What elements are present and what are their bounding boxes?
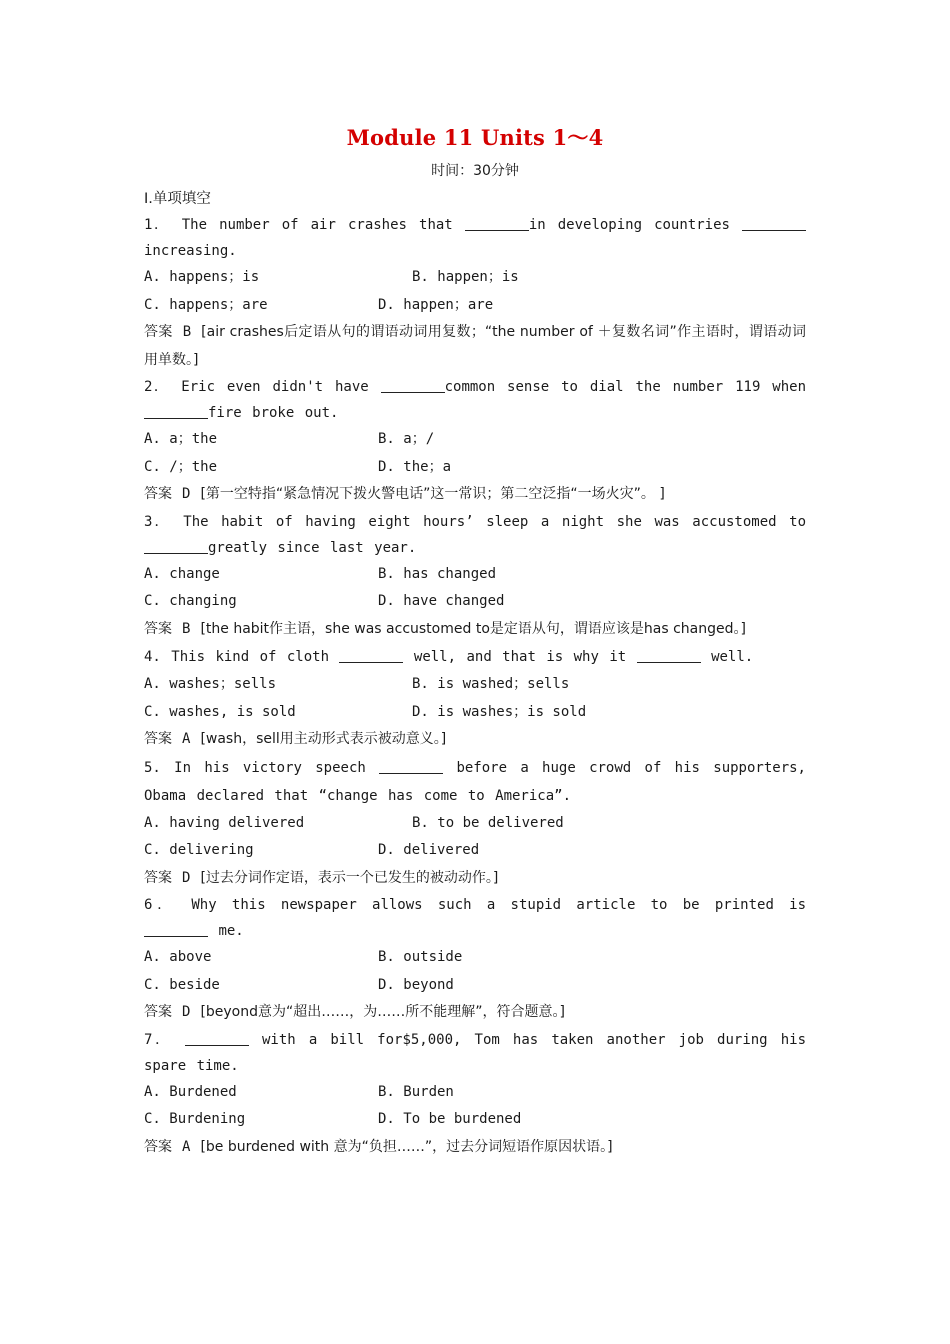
answer-explanation xyxy=(144,1134,806,1162)
answer-blank xyxy=(381,378,445,393)
answer-letter: B xyxy=(182,324,192,340)
stem-text: me. xyxy=(218,923,244,939)
option-a: A. change xyxy=(144,565,220,582)
option-c: C. beside xyxy=(144,976,220,993)
question-6 xyxy=(144,892,806,1027)
options xyxy=(144,837,806,865)
section-heading: Ⅰ.单项填空 xyxy=(144,191,211,207)
stem-text: in developing countries xyxy=(528,217,730,233)
stem-text: fire broke out. xyxy=(208,405,339,421)
option-c: C. washes, is sold xyxy=(144,703,296,720)
stem-text: well. xyxy=(711,649,754,665)
question-number: 6． xyxy=(144,897,177,913)
stem-text: common sense to dial the number 119 when xyxy=(444,379,807,395)
answer-explanation xyxy=(144,616,806,644)
answer-label: 答案 xyxy=(144,486,172,502)
answer-letter: D xyxy=(182,486,191,502)
answer-label: 答案 xyxy=(144,620,172,637)
options xyxy=(144,292,806,320)
option-d: D. the；a xyxy=(378,458,452,475)
explanation-text: [第一空特指“紧急情况下拨火警电话”这一常识；第二空泛指“一场火灾”。 ] xyxy=(200,486,665,502)
option-a: A. Burdened xyxy=(144,1083,237,1100)
question-3 xyxy=(144,509,806,644)
stem-text: This kind of cloth xyxy=(171,649,330,665)
question-stem xyxy=(144,374,806,426)
question-stem xyxy=(144,509,806,561)
explanation-text: [be burdened with 意为“负担……”，过去分词短语作原因状语。] xyxy=(200,1138,613,1155)
option-b: B. is washed；sells xyxy=(412,676,570,692)
answer-blank xyxy=(742,216,806,231)
question-stem xyxy=(144,1027,806,1079)
question-4 xyxy=(144,643,806,754)
answer-letter: A xyxy=(182,731,191,747)
answer-label: 答案 xyxy=(144,1004,172,1020)
answer-label: 答案 xyxy=(144,869,172,886)
question-stem xyxy=(144,754,806,810)
answer-explanation xyxy=(144,726,806,754)
stem-text: increasing. xyxy=(144,243,237,259)
option-d: D. To be burdened xyxy=(378,1111,522,1127)
options xyxy=(144,810,806,838)
options xyxy=(144,561,806,616)
option-c: C. /；the xyxy=(144,458,218,475)
option-c: C. delivering xyxy=(144,842,254,858)
question-stem xyxy=(144,643,806,671)
question-2 xyxy=(144,374,806,509)
option-c: C. Burdening xyxy=(144,1111,246,1127)
question-number: 7． xyxy=(144,1031,172,1048)
stem-text: Eric even didn't have xyxy=(181,379,369,395)
option-d: D. happen；are xyxy=(378,296,494,313)
options xyxy=(144,1079,806,1134)
option-d: D. have changed xyxy=(378,593,505,609)
explanation-text: [the habit作主语，she was accustomed to是定语从句，谓语应该是has changed。] xyxy=(200,620,746,637)
stem-text: In his victory speech xyxy=(174,759,366,776)
explanation-text: [wash，sell用主动形式表示被动意义。] xyxy=(200,731,447,747)
option-c: C. changing xyxy=(144,593,237,609)
answer-blank xyxy=(144,404,208,419)
stem-text: The number of air crashes that xyxy=(181,217,453,233)
answer-letter: D xyxy=(182,1004,191,1020)
question-number: 3． xyxy=(144,513,171,530)
answer-explanation xyxy=(144,319,806,374)
answer-blank xyxy=(144,922,208,937)
answer-label: 答案 xyxy=(144,324,173,340)
answer-blank xyxy=(339,648,403,663)
explanation-text: [beyond意为“超出……，为……所不能理解”，符合题意。] xyxy=(200,1004,565,1020)
answer-explanation xyxy=(144,481,806,509)
option-b: B. outside xyxy=(378,949,463,965)
page-title: Module 11 Units 1～4 xyxy=(346,125,604,150)
stem-text: before a huge crowd of his supporters, Obama declared that “change has come to America”. xyxy=(144,759,806,804)
question-number: 2． xyxy=(144,379,170,395)
answer-letter: D xyxy=(182,869,191,886)
question-5 xyxy=(144,754,806,893)
question-7 xyxy=(144,1027,806,1162)
options xyxy=(144,264,806,292)
option-d: D. is washes；is sold xyxy=(412,703,587,720)
option-b: B. a；/ xyxy=(378,431,435,447)
option-b: B. to be delivered xyxy=(412,814,564,831)
option-b: B. happen；is xyxy=(412,269,519,285)
answer-label: 答案 xyxy=(144,1138,172,1155)
answer-blank xyxy=(465,216,529,231)
question-stem xyxy=(144,212,806,264)
stem-text: The habit of having eight hours’ sleep a night she was accustomed to xyxy=(183,513,806,530)
answer-letter: B xyxy=(182,620,191,637)
answer-blank xyxy=(185,1031,249,1046)
option-a: A. washes；sells xyxy=(144,676,277,692)
time-limit: 时间：30分钟 xyxy=(431,163,519,179)
answer-explanation xyxy=(144,999,806,1027)
option-c: C. happens；are xyxy=(144,296,268,313)
answer-blank xyxy=(637,648,701,663)
option-d: D. beyond xyxy=(378,976,454,993)
explanation-text: [过去分词作定语，表示一个已发生的被动动作。] xyxy=(200,869,499,886)
option-a: A. happens；is xyxy=(144,269,260,285)
stem-text: well, and that is why it xyxy=(413,649,627,665)
options xyxy=(144,944,806,999)
option-b: B. has changed xyxy=(378,565,497,582)
answer-blank xyxy=(144,539,208,554)
stem-text: with a bill for$5,000, Tom has taken another job during his spare time. xyxy=(144,1031,807,1074)
question-1 xyxy=(144,212,806,374)
question-list xyxy=(144,186,806,1161)
explanation-text: [air crashes后定语从句的谓语动词用复数；“the number of ＋复数名词”作主语时，谓语动词用单数。] xyxy=(144,324,806,368)
option-a: A. a；the xyxy=(144,431,218,447)
option-d: D. delivered xyxy=(378,842,480,858)
answer-explanation xyxy=(144,865,806,893)
answer-label: 答案 xyxy=(144,731,172,747)
question-stem xyxy=(144,892,806,944)
options xyxy=(144,426,806,481)
stem-text: greatly since last year. xyxy=(208,539,417,556)
stem-text: Why this newspaper allows such a stupid article to be printed is xyxy=(191,897,806,913)
question-number: 1． xyxy=(144,217,170,233)
question-number: 5. xyxy=(144,759,161,776)
option-b: B. Burden xyxy=(378,1083,454,1100)
option-a: A. above xyxy=(144,949,212,965)
question-number: 4. xyxy=(144,649,161,665)
answer-letter: A xyxy=(182,1138,191,1155)
options xyxy=(144,671,806,726)
answer-blank xyxy=(379,759,443,774)
option-a: A. having delivered xyxy=(144,814,305,831)
